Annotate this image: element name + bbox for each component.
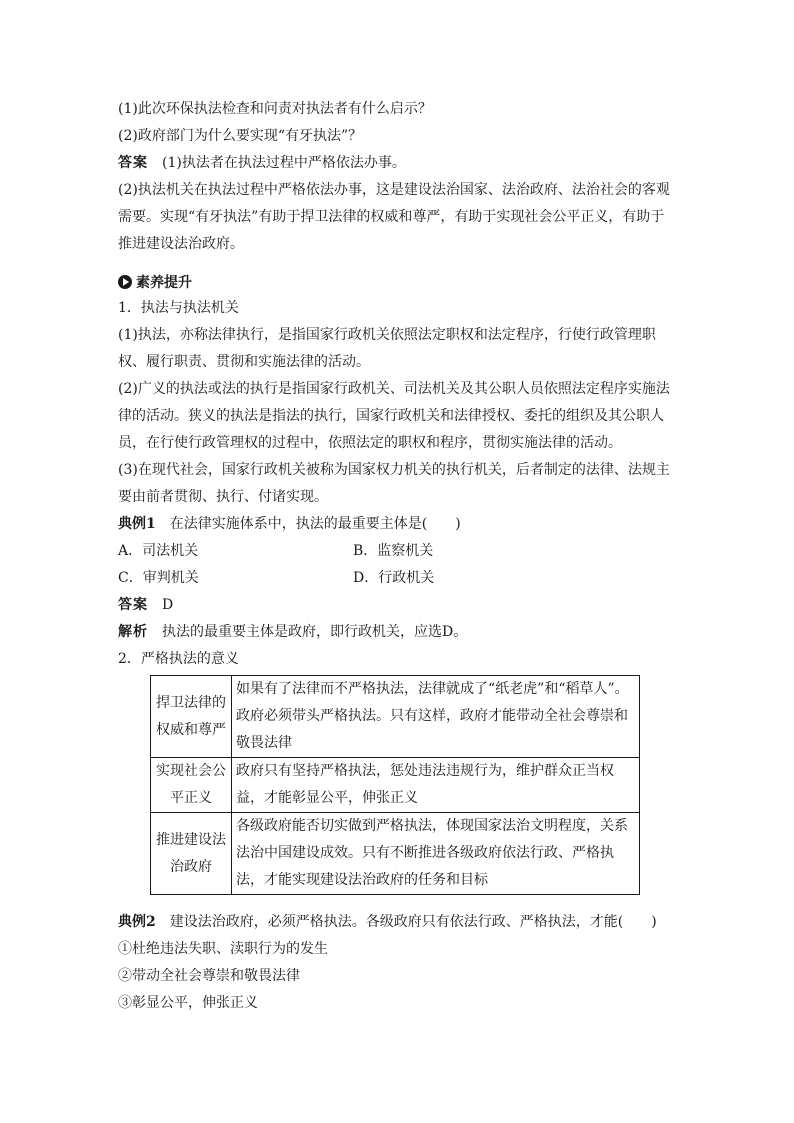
table-row-key: 捍卫法律的权威和尊严 [151, 676, 232, 758]
answer-1-text: (1)执法者在执法过程中严格依法办事。 [162, 155, 406, 171]
point-2-title: 2．严格执法的意义 [118, 651, 239, 667]
example-1-options [118, 538, 678, 592]
answer-label: 答案 [118, 597, 148, 613]
question-1: (1)此次环保执法检查和问责对执法者有什么启示？ [118, 101, 432, 117]
table-row-key: 实现社会公平正义 [151, 758, 232, 813]
point-1-title: 1．执法与执法机关 [118, 300, 239, 316]
table-row-value: 政府只有坚持严格执法，惩处违法违规行为，维护群众正当权益，才能彰显公平，伸张正义 [232, 758, 640, 813]
analysis-label: 解析 [118, 624, 148, 640]
content [118, 96, 678, 1017]
answer-1 [118, 150, 678, 177]
example-1-label: 典例1 [118, 516, 156, 532]
example-2-item-2: ②带动全社会尊崇和敬畏法律 [118, 968, 300, 984]
answer-label: 答案 [118, 155, 148, 171]
option-b: B．监察机关 [353, 543, 434, 559]
table-row-value: 各级政府能否切实做到严格执法，体现国家法治文明程度，关系法治中国建设成效。只有不断推进各级政府依法行政、严格执法，才能实现建设法治政府的任务和目标 [232, 813, 640, 895]
answer-2: (2)执法机关在执法过程中严格依法办事，这是建设法治国家、法治政府、法治社会的客观需要。实现“有牙执法”有助于捍卫法律的权威和尊严，有助于实现社会公平正义，有助于推进建设法治政府。 [118, 182, 670, 252]
example-2-item-3: ③彰显公平，伸张正义 [118, 995, 258, 1011]
option-c: C．审判机关 [118, 570, 199, 586]
play-circle-icon [118, 275, 132, 289]
table-row [151, 758, 640, 813]
section-header [118, 268, 678, 295]
question-2: (2)政府部门为什么要实现“有牙执法”？ [118, 128, 363, 144]
table-row-key: 推进建设法治政府 [151, 813, 232, 895]
table-row-value: 如果有了法律而不严格执法，法律就成了“纸老虎”和“稻草人”。政府必须带头严格执法。只有这样，政府才能带动全社会尊崇和敬畏法律 [232, 676, 640, 758]
point-1-item-3: (3)在现代社会，国家行政机关被称为国家权力机关的执行机关，后者制定的法律、法规主要由前者贯彻、执行、付诸实现。 [118, 462, 670, 505]
option-a: A．司法机关 [118, 543, 199, 559]
meaning-table [150, 675, 640, 895]
example-2-label: 典例2 [118, 914, 156, 930]
example-1-analysis: 解析 执法的最重要主体是政府，即行政机关，应选D。 [118, 624, 468, 640]
table-row [151, 676, 640, 758]
example-2-question: 典例2 建设法治政府，必须严格执法。各级政府只有依法行政、严格执法，才能( ) [118, 914, 657, 930]
point-1-item-2: (2)广义的执法或法的执行是指国家行政机关、司法机关及其公职人员依照法定程序实施法律的活动。狭义的执法是指法的执行，国家行政机关和法律授权、委托的组织及其公职人员，在行使行政管理权的过程中，依照法定的职权和程序，贯彻实施法律的活动。 [118, 381, 670, 451]
example-1-answer: 答案 D [118, 597, 174, 613]
option-d: D．行政机关 [353, 570, 435, 586]
example-2-item-1: ①杜绝违法失职、渎职行为的发生 [118, 941, 328, 957]
table-row [151, 813, 640, 895]
section-title: 素养提升 [136, 274, 192, 291]
example-1-question: 典例1 在法律实施体系中，执法的最重要主体是( ) [118, 516, 461, 532]
point-1-item-1: (1)执法，亦称法律执行，是指国家行政机关依照法定职权和法定程序，行使行政管理职权、履行职责、贯彻和实施法律的活动。 [118, 327, 656, 370]
